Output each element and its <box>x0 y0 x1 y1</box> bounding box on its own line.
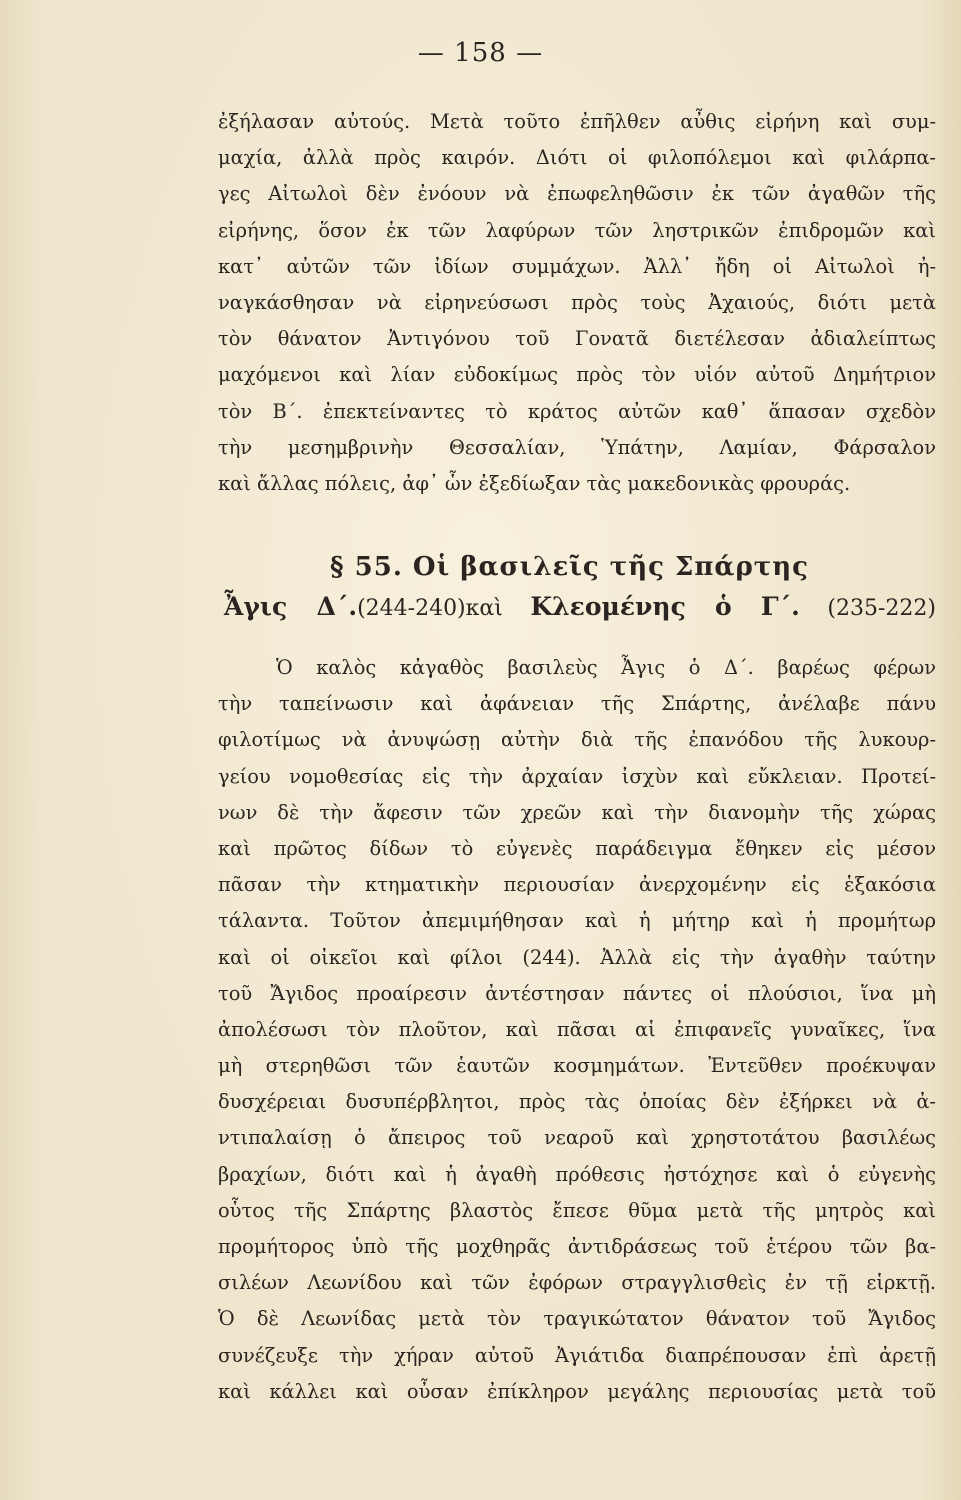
text-line: καὶ πρῶτος δίδων τὸ εὐγενὲς παράδειγμα ἔθηκεν εἰς μέσον <box>218 836 936 860</box>
text-line: κατ᾿ αὐτῶν τῶν ἰδίων συμμάχων. Ἀλλ᾿ ἤδη οἱ Αἰτωλοὶ ἠ- <box>218 254 936 278</box>
text-line: γες Αἰτωλοὶ δὲν ἐνόουν νὰ ἐπωφεληθῶσιν ἐκ τῶν ἀγαθῶν τῆς <box>218 182 936 206</box>
text-line: πᾶσαν τὴν κτηματικὴν περιουσίαν ἀνερχομένην εἰς ἑξακόσια <box>218 873 936 897</box>
text-line: Ὁ καλὸς κἀγαθὸς βασιλεὺς Ἆγις ὁ Δ΄. βαρέως φέρων <box>276 656 936 679</box>
text-line: τάλαντα. Τοῦτον ἀπεμιμήθησαν καὶ ἡ μήτηρ καὶ ἡ προμήτωρ <box>218 909 936 933</box>
text-line: προμήτορος ὑπὸ τῆς μοχθηρᾶς ἀντιδράσεως τοῦ ἑτέρου τῶν βα- <box>218 1235 936 1258</box>
text-line: μὴ στερηθῶσι τῶν ἑαυτῶν κοσμημάτων. Ἐντεῦθεν προέκυψαν <box>218 1054 936 1078</box>
text-line: τὴν ταπείνωσιν καὶ ἀφάνειαν τῆς Σπάρτης, ἀνέλαβε πάνυ <box>218 692 936 716</box>
text-line: τὸν θάνατον Ἀντιγόνου τοῦ Γονατᾶ διετέλεσαν ἀδιαλείπτως <box>218 327 936 351</box>
text-line: γείου νομοθεσίας εἰς τὴν ἀρχαίαν ἰσχὺν καὶ εὔκλειαν. Προτεί- <box>218 764 936 788</box>
text-line: μαχόμενοι καὶ λίαν εὐδοκίμως πρὸς τὸν υἱόν αὐτοῦ Δημήτριον <box>218 363 936 387</box>
heading-king-kleomenes: Κλεομένης ὁ Γ΄. <box>530 592 800 621</box>
text-line: οὗτος τῆς Σπάρτης βλαστὸς ἔπεσε θῦμα μετὰ τῆς μητρὸς καὶ <box>218 1198 936 1222</box>
text-line: τὸν Β΄. ἐπεκτείναντες τὸ κράτος αὐτῶν καθ᾿ ἅπασαν σχεδὸν <box>218 399 936 423</box>
text-line: ἀπολέσωσι τὸν πλοῦτον, καὶ πᾶσαι αἱ ἐπιφανεῖς γυναῖκες, ἵνα <box>218 1017 936 1041</box>
text-line: δυσχέρειαι δυσυπέρβλητοι, πρὸς τὰς ὁποίας δὲν ἐξήρκει νὰ ἀ- <box>218 1090 936 1114</box>
text-line: ἐξήλασαν αὐτούς. Μετὰ τοῦτο ἐπῆλθεν αὖθις εἰρήνη καὶ συμ- <box>218 110 936 133</box>
text-line: βραχίων, διότι καὶ ἡ ἀγαθὴ πρόθεσις ἠστόχησε καὶ ὁ εὐγενὴς <box>218 1162 936 1186</box>
heading-king-agis: Ἆγις Δ΄. <box>224 592 358 621</box>
text-line: τὴν μεσημβρινὴν Θεσσαλίαν, Ὑπάτην, Λαμίαν, Φάρσαλον <box>218 435 936 459</box>
text-line: τοῦ Ἄγιδος προαίρεσιν ἀντέστησαν πάντες οἱ πλούσιοι, ἵνα μὴ <box>218 981 936 1005</box>
page-number: — 158 — <box>417 38 544 68</box>
text-line: εἰρήνης, ὅσον ἐκ τῶν λαφύρων τῶν ληστρικῶν ἐπιδρομῶν καὶ <box>218 218 936 242</box>
section-heading: § 55. Οἱ βασιλεῖς τῆς Σπάρτης <box>330 552 809 582</box>
heading-years-agis: (244-240) <box>357 596 466 621</box>
text-line: φιλοτίμως νὰ ἀνυψώσῃ αὐτὴν διὰ τῆς ἐπανόδου τῆς λυκουρ- <box>218 728 936 752</box>
paragraph-2 <box>218 650 936 1410</box>
text-line: ντιπαλαίσῃ ὁ ἄπειρος τοῦ νεαροῦ καὶ χρηστοτάτου βασιλέως <box>218 1126 936 1150</box>
text-line: καὶ ἄλλας πόλεις, ἀφ᾿ ὧν ἐξεδίωξαν τὰς μακεδονικὰς φρουράς. <box>218 471 851 495</box>
section-subheading <box>224 592 936 621</box>
text-line: σιλέων Λεωνίδου καὶ τῶν ἐφόρων στραγγλισθεὶς ἐν τῇ εἱρκτῇ. <box>218 1271 936 1295</box>
heading-conjunction: καὶ <box>465 596 503 621</box>
text-line: καὶ κάλλει καὶ οὖσαν ἐπίκληρον μεγάλης περιουσίας μετὰ τοῦ <box>218 1379 936 1403</box>
text-line: συνέζευξε τὴν χήραν αὐτοῦ Ἀγιάτιδα διαπρέπουσαν ἐπὶ ἀρετῇ <box>218 1343 936 1367</box>
text-line: ναγκάσθησαν νὰ εἰρηνεύσωσι πρὸς τοὺς Ἀχαιούς, διότι μετὰ <box>218 290 936 314</box>
paragraph-1 <box>218 104 936 502</box>
text-line: νων δὲ τὴν ἄφεσιν τῶν χρεῶν καὶ τὴν διανομὴν τῆς χώρας <box>218 800 936 824</box>
text-line: Ὁ δὲ Λεωνίδας μετὰ τὸν τραγικώτατον θάνατον τοῦ Ἄγιδος <box>218 1307 936 1331</box>
heading-years-kleomenes: (235-222) <box>827 596 937 621</box>
text-line: μαχία, ἀλλὰ πρὸς καιρόν. Διότι οἱ φιλοπόλεμοι καὶ φιλάρπα- <box>218 146 936 170</box>
text-line: καὶ οἱ οἰκεῖοι καὶ φίλοι (244). Ἀλλὰ εἰς τὴν ἀγαθὴν ταύτην <box>218 945 936 969</box>
